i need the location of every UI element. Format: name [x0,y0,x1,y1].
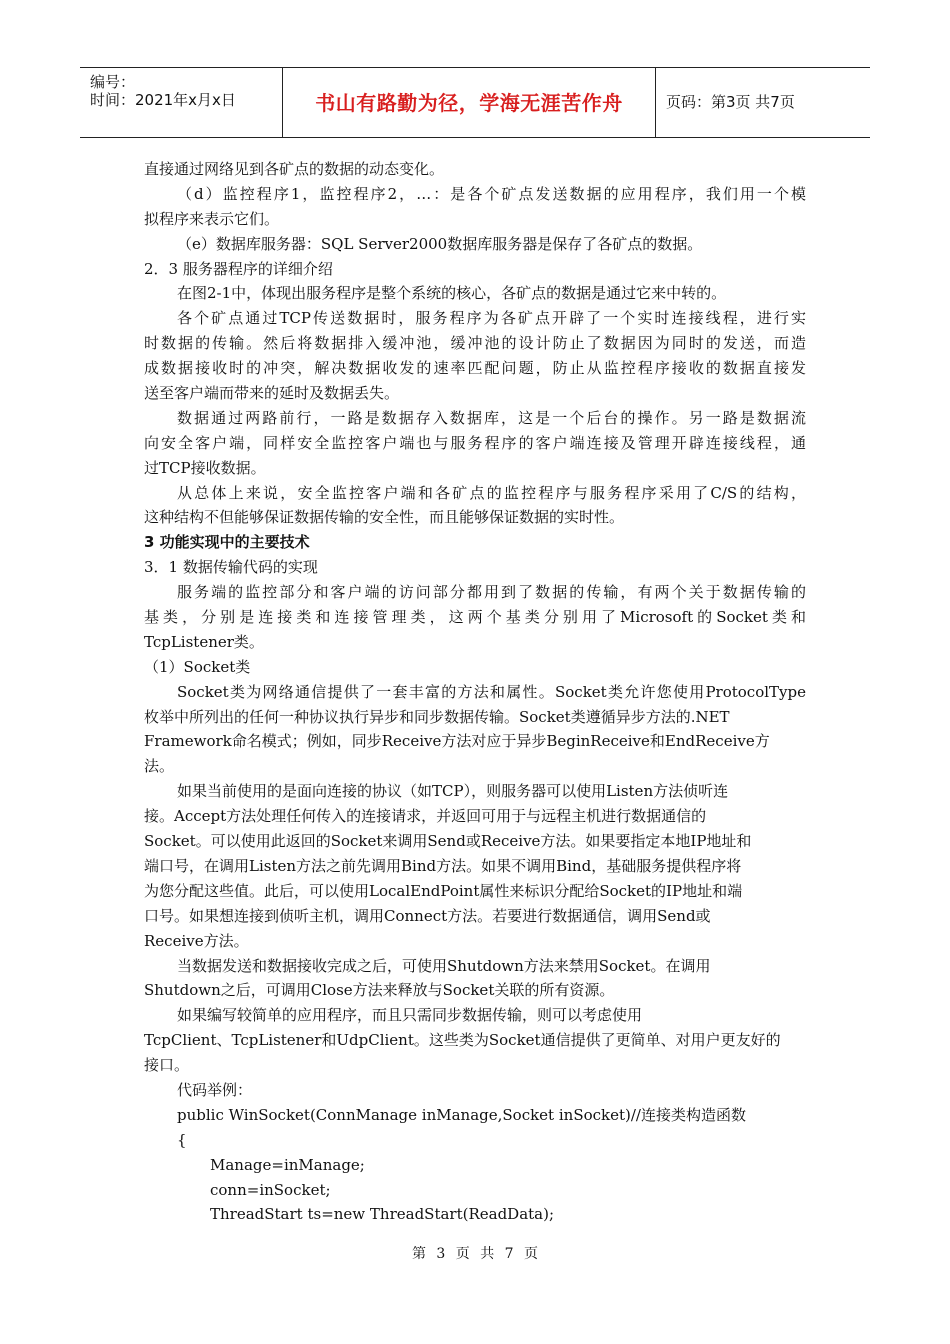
page-info: 页码：第3页 共7页 [666,93,795,111]
text-line: 为您分配这些值。此后，可以使用LocalEndPoint属性来标识分配给Socket的IP地址和端 [144,881,743,900]
number-label: 编号： [90,73,136,91]
text-line: 各个矿点通过TCP传送数据时，服务程序为各矿点开辟了一个实时连接线程，进行实 [177,309,806,328]
text-line: （1）Socket类 [144,657,251,676]
text-line: 基类，分别是连接类和连接管理类，这两个基类分别用了Microsoft的Socket类和 [144,608,806,627]
text-line: 过TCP接收数据。 [144,458,266,477]
text-line: 成数据接收时的冲突，解决数据收发的速率匹配问题，防止从监控程序接收的数据直接发 [144,359,806,378]
text-line: 在图2-1中，体现出服务程序是整个系统的核心，各矿点的数据是通过它来中转的。 [177,284,727,303]
text-line: 端口号，在调用Listen方法之前先调用Bind方法。如果不调用Bind，基础服务提供程序将 [144,856,742,875]
text-line: 枚举中所列出的任何一种协议执行异步和同步数据传输。Socket类遵循异步方法的.NET [144,707,730,726]
page-header [80,67,870,138]
header-page-cell [656,68,870,137]
text-line: （e）数据库服务器：SQL Server2000数据库服务器是保存了各矿点的数据。 [177,234,703,253]
footer-part: 页 [524,1246,539,1262]
footer-current-page: 3 [436,1246,446,1262]
text-line: 2．3 服务器程序的详细介绍 [144,259,333,278]
document-body [144,157,806,1227]
text-line: 直接通过网络见到各矿点的数据的动态变化。 [144,160,445,178]
footer-part: 第 [411,1246,426,1262]
text-line: 法。 [144,757,175,776]
text-line: 时数据的传输。然后将数据排入缓冲池，缓冲池的设计防止了数据因为同时的发送，而造 [144,334,806,353]
text-line: 接口。 [144,1056,190,1075]
text-line: 这种结构不但能够保证数据传输的安全性，而且能够保证数据的实时性。 [144,508,625,527]
text-line: 接。Accept方法处理任何传入的连接请求，并返回可用于与远程主机进行数据通信的 [144,807,707,826]
text-line: 3 功能实现中的主要技术 [144,533,310,552]
text-line: Socket类为网络通信提供了一套丰富的方法和属性。Socket类允许您使用ProtocolType [177,682,806,701]
text-line: 从总体上来说，安全监控客户端和各矿点的监控程序与服务程序采用了C/S的结构， [177,483,806,502]
text-line: 送至客户端而带来的延时及数据丢失。 [144,384,400,403]
text-line: 如果编写较简单的应用程序，而且只需同步数据传输，则可以考虑使用 [177,1006,643,1025]
text-line: Framework命名模式；例如，同步Receive方法对应于异步BeginReceive和EndReceive方 [144,732,770,751]
text-line: Manage=inManage; [210,1155,365,1174]
text-line: 代码举例： [177,1080,253,1099]
text-line: Socket。可以使用此返回的Socket来调用Send或Receive方法。如果要指定本地IP地址和 [144,832,752,851]
header-motto-cell [283,68,656,137]
text-line: 数据通过两路前行，一路是数据存入数据库，这是一个后台的操作。另一路是数据流 [177,408,806,427]
text-line: conn=inSocket; [210,1180,331,1199]
text-line: public WinSocket(ConnManage inManage,Socket inSocket)//连接类构造函数 [177,1105,746,1124]
text-line: ThreadStart ts=new ThreadStart(ReadData); [210,1205,555,1224]
text-line: TcpClient、TcpListener和UdpClient。这些类为Socket通信提供了更简单、对用户更友好的 [144,1031,781,1050]
text-line: 向安全客户端，同样安全监控客户端也与服务程序的客户端连接及管理开辟连接线程，通 [144,433,806,452]
text-line: 拟程序来表示它们。 [144,209,280,228]
text-line: 如果当前使用的是面向连接的协议（如TCP），则服务器可以使用Listen方法侦听连 [177,782,729,801]
text-line: TcpListener类。 [144,632,264,651]
text-line: Shutdown之后，可调用Close方法来释放与Socket关联的所有资源。 [144,981,615,1000]
footer-part: 共 [480,1246,495,1262]
text-line: Receive方法。 [144,931,249,950]
text-line: 3．1 数据传输代码的实现 [144,558,318,577]
text-line: 服务端的监控部分和客户端的访问部分都用到了数据的传输，有两个关于数据传输的 [177,583,806,602]
text-line: 口号。如果想连接到侦听主机，调用Connect方法。若要进行数据通信，调用Send或 [144,906,711,925]
header-meta-cell [80,68,283,137]
footer-part: 页 [455,1246,470,1262]
text-line: { [177,1130,187,1149]
page-footer [0,1245,950,1263]
text-line: （d）监控程序1，监控程序2，…：是各个矿点发送数据的应用程序，我们用一个模 [177,184,806,203]
footer-total-pages: 7 [504,1246,514,1262]
motto: 书山有路勤为径，学海无涯苦作舟 [315,91,623,115]
text-line: 当数据发送和数据接收完成之后，可使用Shutdown方法来禁用Socket。在调用 [177,956,711,975]
time-label: 时间：2021年x月x日 [90,91,236,109]
